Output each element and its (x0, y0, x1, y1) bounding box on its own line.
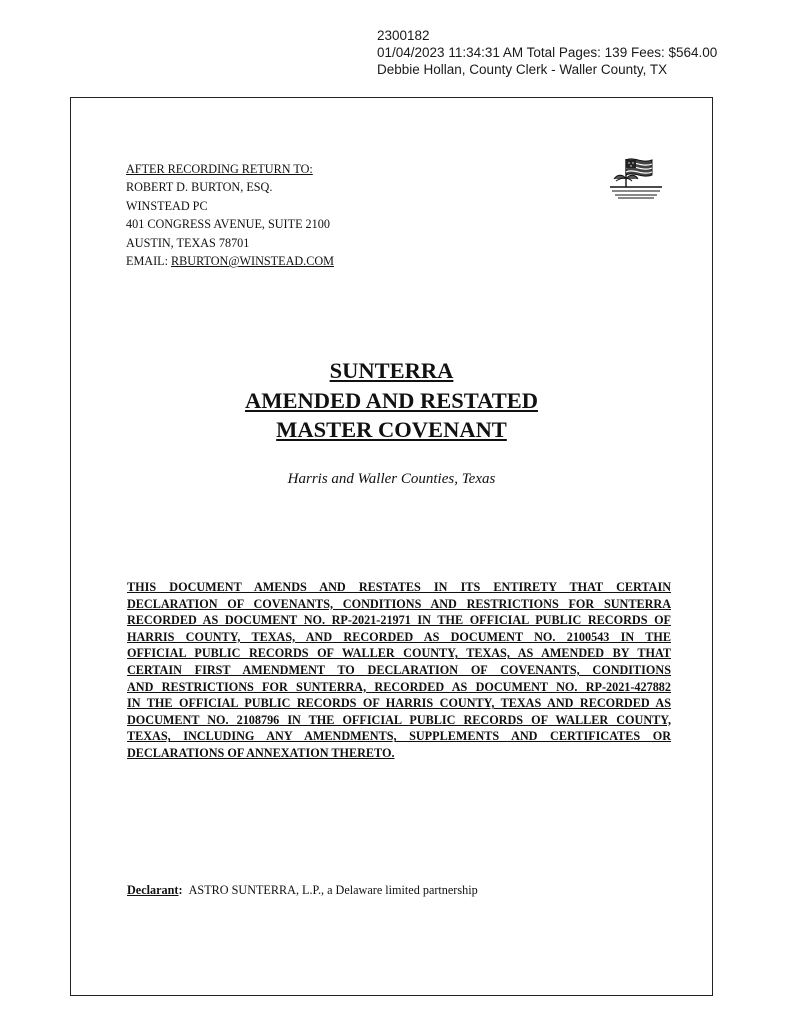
recital-line: IN THE OFFICIAL PUBLIC RECORDS OF HARRIS COUNTY, TEXAS AND RECORDED AS (127, 696, 671, 711)
recital-line: HARRIS COUNTY, TEXAS, AND RECORDED AS DOCUMENT NO. 2100543 IN THE (127, 629, 671, 644)
recital-line: DOCUMENT NO. 2108796 IN THE OFFICIAL PUBLIC RECORDS OF WALLER COUNTY, (127, 712, 671, 727)
recital-line: DECLARATION OF COVENANTS, CONDITIONS AND RESTRICTIONS FOR SUNTERRA (127, 596, 671, 611)
email-label: EMAIL: (126, 254, 172, 269)
county-clerk: Debbie Hollan, County Clerk - Waller County, TX (377, 62, 668, 77)
return-name: ROBERT D. BURTON, ESQ. (126, 180, 273, 195)
email-link[interactable]: RBURTON@WINSTEAD.COM (171, 254, 334, 269)
document-subtitle: Harris and Waller Counties, Texas (287, 471, 496, 487)
recital-line: DECLARATIONS OF ANNEXATION THERETO. (127, 745, 395, 760)
return-firm: WINSTEAD PC (126, 198, 208, 213)
title-line-3: MASTER COVENANT (276, 417, 507, 442)
recital-paragraph (127, 579, 671, 762)
recital-line: TEXAS, INCLUDING ANY AMENDMENTS, SUPPLEMENTS AND CERTIFICATES OR (127, 729, 671, 744)
document-title (70, 356, 713, 445)
recital-line: OFFICIAL PUBLIC RECORDS OF WALLER COUNTY, TEXAS, AS AMENDED BY THAT (127, 646, 671, 661)
return-heading: AFTER RECORDING RETURN TO: (126, 162, 313, 176)
declarant-line (127, 883, 478, 898)
return-address-line1: 401 CONGRESS AVENUE, SUITE 2100 (126, 217, 330, 232)
flag-seal-icon (606, 155, 666, 201)
title-line-2: AMENDED AND RESTATED (245, 387, 538, 413)
recital-line: CERTAIN FIRST AMENDMENT TO DECLARATION OF COVENANTS, CONDITIONS (127, 662, 671, 677)
return-email-line (126, 252, 334, 270)
recital-line: THIS DOCUMENT AMENDS AND RESTATES IN ITS ENTIRETY THAT CERTAIN (127, 580, 671, 594)
declarant-value: ASTRO SUNTERRA, L.P., a Delaware limited partnership (188, 883, 478, 897)
document-number: 2300182 (377, 28, 430, 43)
title-line-1: SUNTERRA (329, 358, 454, 383)
recital-line: AND RESTRICTIONS FOR SUNTERRA, RECORDED AS DOCUMENT NO. RP-2021-427882 (127, 679, 671, 694)
recording-details: 01/04/2023 11:34:31 AM Total Pages: 139 Fees: $564.00 (377, 45, 718, 60)
return-address-line2: AUSTIN, TEXAS 78701 (126, 235, 250, 250)
declarant-label: Declarant (127, 883, 179, 897)
recital-line: RECORDED AS DOCUMENT NO. RP-2021-21971 IN THE OFFICIAL PUBLIC RECORDS OF (127, 613, 671, 628)
return-address-block (126, 160, 334, 270)
declarant-separator: : (178, 883, 183, 897)
recording-stamp (377, 27, 717, 78)
